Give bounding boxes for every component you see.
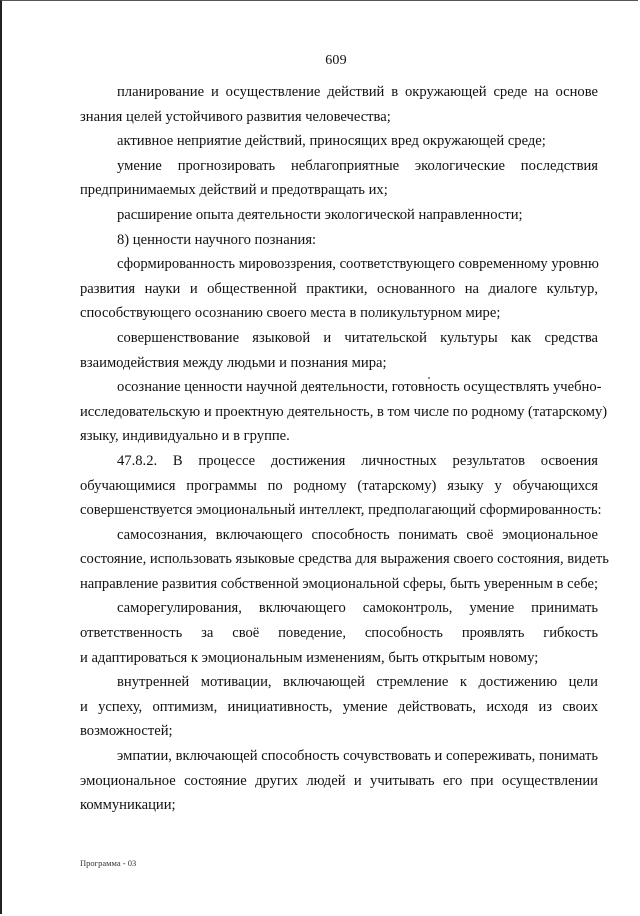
- text-line: совершенствуется эмоциональный интеллект, предполагающий сформированность:: [80, 502, 602, 519]
- text-line: ответственность за своё поведение, способность проявлять гибкость: [80, 625, 598, 642]
- text-line: языку, индивидуально и в группе.: [80, 428, 290, 445]
- page-number: 609: [325, 53, 347, 68]
- text-line: осознание ценности научной деятельности, готовность осуществлять учебно-: [117, 379, 602, 396]
- text-line: и успеху, оптимизм, инициативность, умение действовать, исходя из своих: [80, 698, 598, 715]
- text-line: обучающимися программы по родному (татарскому) языку у обучающихся: [80, 477, 598, 494]
- text-line: 8) ценности научного познания:: [117, 231, 317, 248]
- text-line: направление развития собственной эмоциональной сферы, быть уверенным в себе;: [80, 575, 598, 592]
- text-line: исследовательскую и проектную деятельность, в том числе по родному (татарскому): [80, 403, 608, 420]
- text-line: развития науки и общественной практики, основанного на диалоге культур,: [80, 280, 598, 297]
- text-line: саморегулирования, включающего самоконтроль, умение принимать: [117, 600, 598, 617]
- text-line: состояние, использовать языковые средства для выражения своего состояния, видеть: [80, 551, 609, 568]
- text-line: сформированность мировоззрения, соответствующего современному уровню: [117, 256, 599, 273]
- text-line: планирование и осуществление действий в окружающей среде на основе: [117, 84, 598, 100]
- text-line: расширение опыта деятельности экологической направленности;: [117, 206, 523, 223]
- text-line: коммуникации;: [80, 797, 176, 814]
- text-line: возможностей;: [80, 723, 173, 740]
- text-line: способствующего осознанию своего места в поликультурном мире;: [80, 305, 501, 322]
- text-line: 47.8.2. В процессе достижения личностных результатов освоения: [117, 452, 598, 469]
- text-line: внутренней мотивации, включающей стремление к достижению цели: [117, 674, 598, 691]
- footer-label: Программа - 03: [80, 858, 137, 868]
- text-line: предпринимаемых действий и предотвращать их;: [80, 182, 388, 199]
- text-line: самосознания, включающего способность понимать своё эмоциональное: [117, 526, 598, 543]
- text-line: активное неприятие действий, приносящих вред окружающей среде;: [117, 133, 546, 150]
- text-line: и адаптироваться к эмоциональным изменениям, быть открытым новому;: [80, 649, 539, 666]
- text-line: знания целей устойчивого развития человечества;: [80, 108, 391, 125]
- document-body: [80, 80, 609, 818]
- text-line: эмоциональное состояние других людей и учитывать его при осуществлении: [80, 772, 598, 789]
- text-line: взаимодействия между людьми и познания мира;: [80, 354, 387, 371]
- text-line: эмпатии, включающей способность сочувствовать и сопереживать, понимать: [117, 748, 598, 765]
- text-line: умение прогнозировать неблагоприятные экологические последствия: [117, 157, 598, 174]
- text-line: совершенствование языковой и читательской культуры как средства: [117, 329, 598, 346]
